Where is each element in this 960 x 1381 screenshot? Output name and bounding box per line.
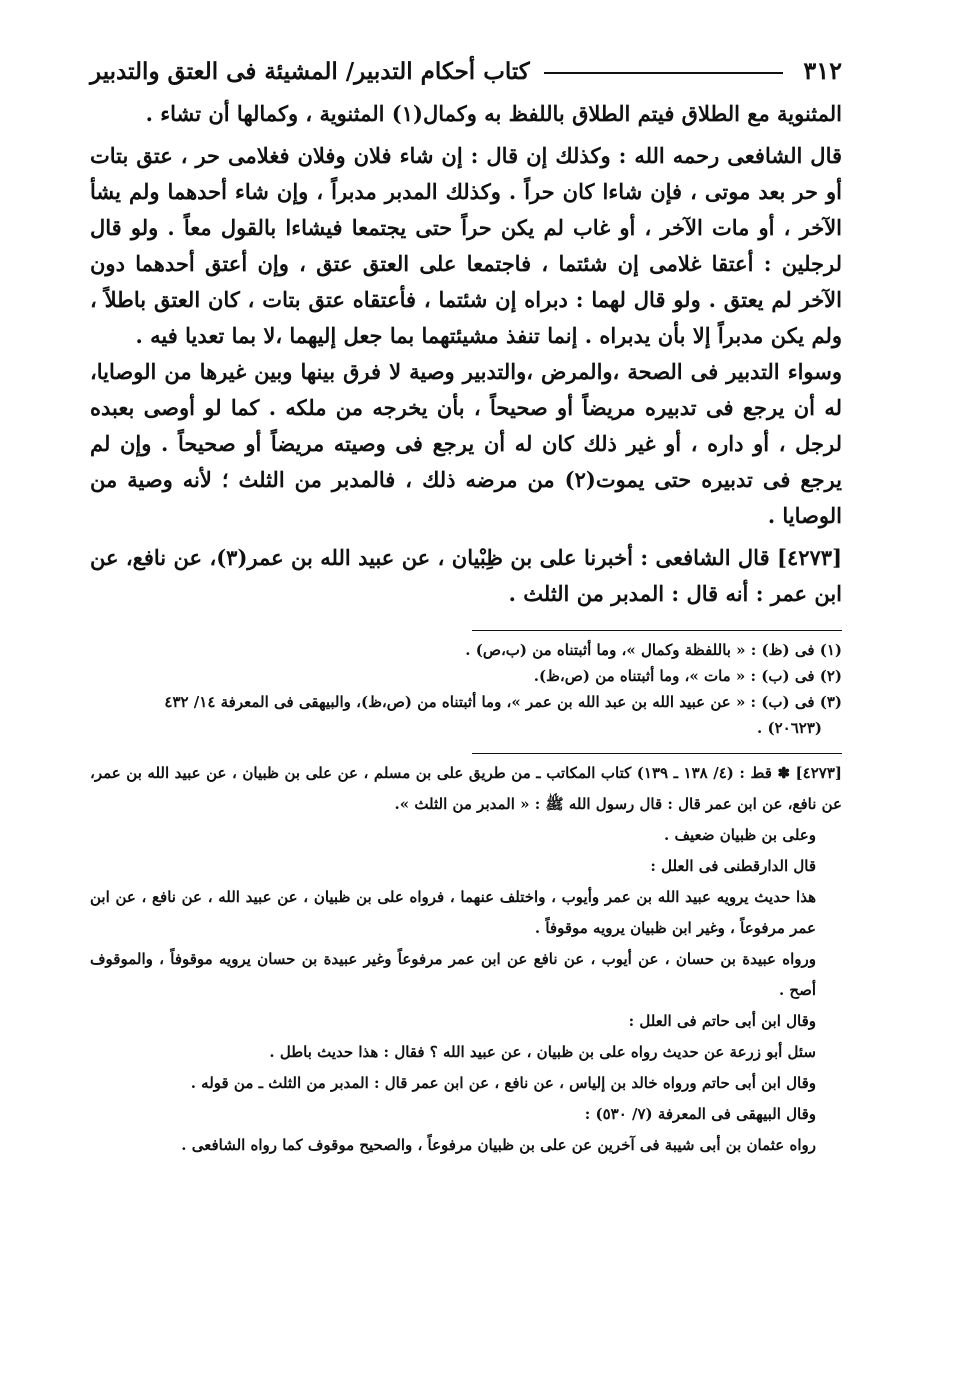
- main-text: [90, 96, 842, 612]
- takhrij-line-10: رواه عثمان بن أبى شيبة فى آخرين عن على بن ظبيان مرفوعاً ، والصحيح موقوف كما رواه الشافعى .: [181, 1136, 816, 1154]
- takhrij-line-5: ورواه عبيدة بن حسان ، عن أيوب ، عن نافع عن ابن عمر مرفوعاً وغير عبيدة بن حسان يرويه موقوفاً ، والموقوف أصح .: [90, 950, 816, 999]
- running-header: [90, 56, 842, 96]
- footnote-rule: [472, 630, 842, 631]
- footnote-1: (١) فى (ظ) : « باللفظة وكمال »، وما أثبتناه من (ب،ص) .: [465, 641, 842, 659]
- takhrij-line-9: وقال البيهقى فى المعرفة (٧/ ٥٣٠) :: [584, 1105, 816, 1123]
- hadith-body: : أخبرنا على بن ظِبْيان ، عن عبيد الله بن عمر(٣)، عن نافع، عن ابن عمر : أنه قال : المدبر من الثلث .: [90, 545, 842, 606]
- footnote-3: (٣) فى (ب) : « عن عبيد الله بن عبد الله بن عمر »، وما أثبتناه من (ص،ظ)، والبيهقى فى المعرفة ١٤/ ٤٣٢: [164, 693, 842, 711]
- takhrij-line-2: وعلى بن ظبيان ضعيف .: [664, 826, 816, 844]
- hadith-number: [٤٢٧٣]: [777, 545, 842, 570]
- takhrij-line-4: هذا حديث يرويه عبيد الله بن عمر وأيوب ، واختلف عنهما ، فرواه على بن ظبيان ، عن عبيد الله ، عن نافع ، عن ابن عمر مرفوعاً ، وغير ابن ظبيان يرويه موقوفاً .: [90, 888, 816, 937]
- paragraph-2: [90, 138, 842, 354]
- takhrij-notes: [90, 758, 842, 1161]
- takhrij-line-8: وقال ابن أبى حاتم ورواه خالد بن إلياس ، عن نافع ، عن ابن عمر قال : المدبر من الثلث ـ من قوله .: [190, 1074, 816, 1092]
- header-rule: [544, 72, 784, 74]
- paragraph-2-lead: قال الشافعى: [727, 143, 843, 168]
- footnote-3-continuation: (٢٠٦٢٣) .: [757, 719, 822, 737]
- page-number: ٣١٢: [803, 56, 842, 85]
- takhrij-line-3: قال الدارقطنى فى العلل :: [650, 857, 816, 875]
- hadith-lead: قال الشافعى: [655, 545, 770, 570]
- paragraph-3: وسواء التدبير فى الصحة ،والمرض ،والتدبير وصية لا فرق بينها وبين غيرها من الوصايا، له أن يرجع فى تدبيره مريضاً أو صحيحاً ، بأن يخرجه من ملكه . كما لو أوصى بعبده لرجل ، أو داره ، أو غير ذلك كان له أن يرجع فى وصيته مريضاً أو صحيحاً . وإن لم يرجع فى تدبيره حتى يموت(٢) من مرضه ذلك ، فالمدبر من الثلث ؛ لأنه وصية من الوصايا .: [90, 359, 842, 528]
- takhrij-line-7: سئل أبو زرعة عن حديث رواه على بن ظبيان ، عن عبيد الله ؟ فقال : هذا حديث باطل .: [269, 1043, 816, 1061]
- footnote-2: (٢) فى (ب) : « مات »، وما أثبتناه من (ص،ظ).: [533, 667, 842, 685]
- paragraph-1: المثنوية مع الطلاق فيتم الطلاق باللفظ به وكمال(١) المثنوية ، وكمالها أن تشاء .: [145, 101, 842, 126]
- book-page: [90, 56, 842, 1161]
- paragraph-2-body: رحمه الله : وكذلك إن قال : إن شاء فلان وفلان فغلامى حر ، عتق بتات أو حر بعد موتى ، فإن شاءا كان حراً . وكذلك المدبر مدبراً ، وإن شاء أحدهما ولم يشأ الآخر ، أو مات الآخر ، أو غاب لم يكن حراً حتى يجتمعا فيشاءا بالقول معاً . ولو قال لرجلين : أعتقا غلامى إن شئتما ، فاجتمعا على العتق عتق ، وإن أعتق أحدهما دون الآخر لم يعتق . ولو قال لهما : دبراه إن شئتما ، فأعتقاه عتق بتات ، كان العتق باطلاً ، ولم يكن مدبراً إلا بأن يدبراه . إنما تنفذ مشيئتهما بما جعل إليهما ،لا بما تعديا فيه .: [90, 143, 842, 348]
- takhrij-line-1: [٤٢٧٣] ✽ قط : (٤/ ١٣٨ ـ ١٣٩) كتاب المكاتب ـ من طريق على بن مسلم ، عن على بن ظبيان ، عن عبيد الله بن عمر، عن نافع، عن ابن عمر قال : قال رسول الله ﷺ : « المدبر من الثلث ».: [90, 764, 842, 813]
- running-title: كتاب أحكام التدبير/ المشيئة فى العتق والتدبير: [90, 58, 530, 85]
- takhrij-rule: [472, 753, 842, 754]
- takhrij-line-6: وقال ابن أبى حاتم فى العلل :: [628, 1012, 816, 1030]
- hadith-paragraph: [90, 540, 842, 612]
- footnotes: [90, 637, 842, 741]
